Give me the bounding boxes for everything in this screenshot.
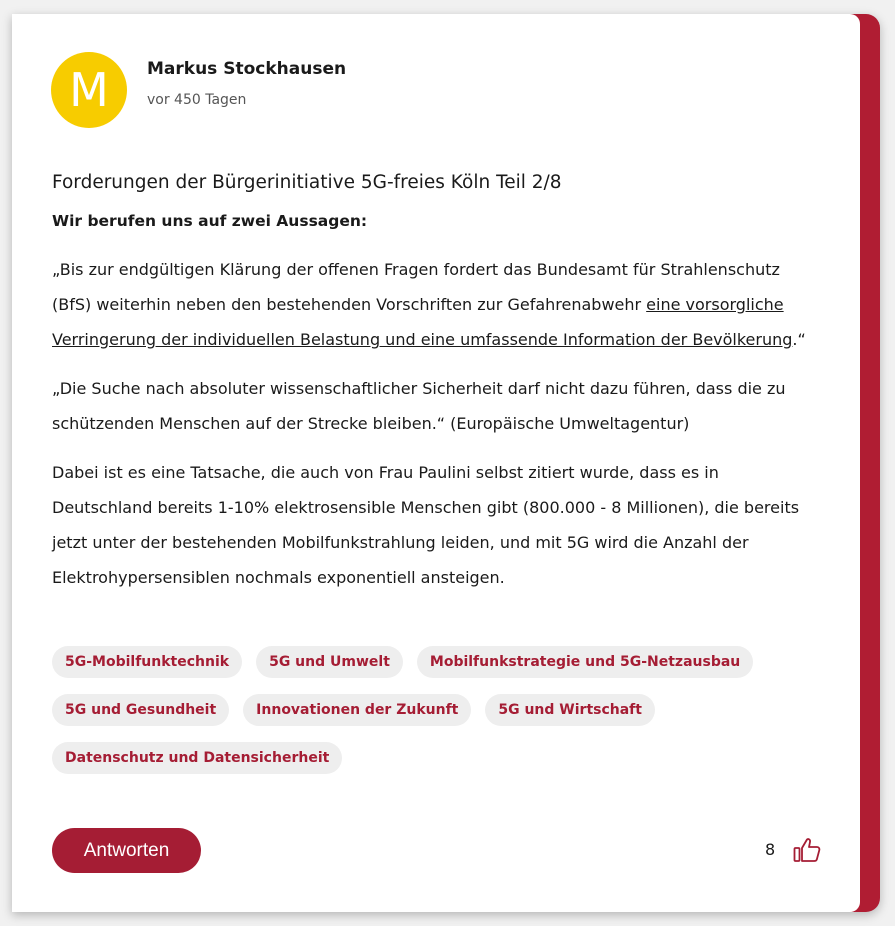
avatar-letter: M <box>69 63 109 117</box>
paragraph-text: „Bis zur endgültigen Klärung der offenen Fragen fordert das Bundesamt für Strahlenschutz (BfS) weiterhin neben den bestehenden Vorschriften zur Gefahrenabwehr <box>52 260 780 314</box>
tag-chip[interactable]: 5G und Umwelt <box>256 646 403 678</box>
quote-link[interactable]: eine vorsorgliche Verringerung der individuellen Belastung und eine umfassende Information der Bevölkerung <box>52 295 793 349</box>
paragraph-statement: Dabei ist es eine Tatsache, die auch von Frau Paulini selbst zitiert wurde, dass es in Deutschland bereits 1-10% elektrosensible Menschen gibt (800.000 - 8 Millionen), die bereits jetzt unter der bestehenden Mobilfunkstrahlung leiden, und mit 5G wird die Anzahl der Elektrohypersensiblen nochmals exponentiell ansteigen. <box>52 463 800 587</box>
paragraph-text-end: .“ <box>792 330 806 349</box>
post-timestamp: vor 450 Tagen <box>147 92 247 108</box>
tag-chip[interactable]: Innovationen der Zukunft <box>243 694 471 726</box>
post-lead: Wir berufen uns auf zwei Aussagen: <box>52 212 368 230</box>
post-title: Forderungen der Bürgerinitiative 5G-freies Köln Teil 2/8 <box>52 172 562 193</box>
post-content <box>52 170 822 609</box>
author-name: Markus Stockhausen <box>147 59 347 79</box>
tag-chip[interactable]: Mobilfunkstrategie und 5G-Netzausbau <box>417 646 753 678</box>
tag-chip[interactable]: 5G und Gesundheit <box>52 694 229 726</box>
avatar <box>51 52 127 128</box>
comment-card-frame <box>12 14 880 912</box>
paragraph-quote-eua: „Die Suche nach absoluter wissenschaftlicher Sicherheit darf nicht dazu führen, dass die zu schützenden Menschen auf der Strecke bleiben.“ (Europäische Umweltagentur) <box>52 379 786 433</box>
like-count: 8 <box>765 840 776 859</box>
tag-chip[interactable]: 5G-Mobilfunktechnik <box>52 646 242 678</box>
tag-list <box>52 646 822 774</box>
thumbs-up-icon[interactable] <box>793 837 821 863</box>
comment-card <box>12 14 860 912</box>
tag-chip[interactable]: 5G und Wirtschaft <box>485 694 655 726</box>
paragraph-quote-bfs <box>52 252 822 357</box>
reply-button[interactable]: Antworten <box>52 828 201 873</box>
tag-chip[interactable]: Datenschutz und Datensicherheit <box>52 742 342 774</box>
